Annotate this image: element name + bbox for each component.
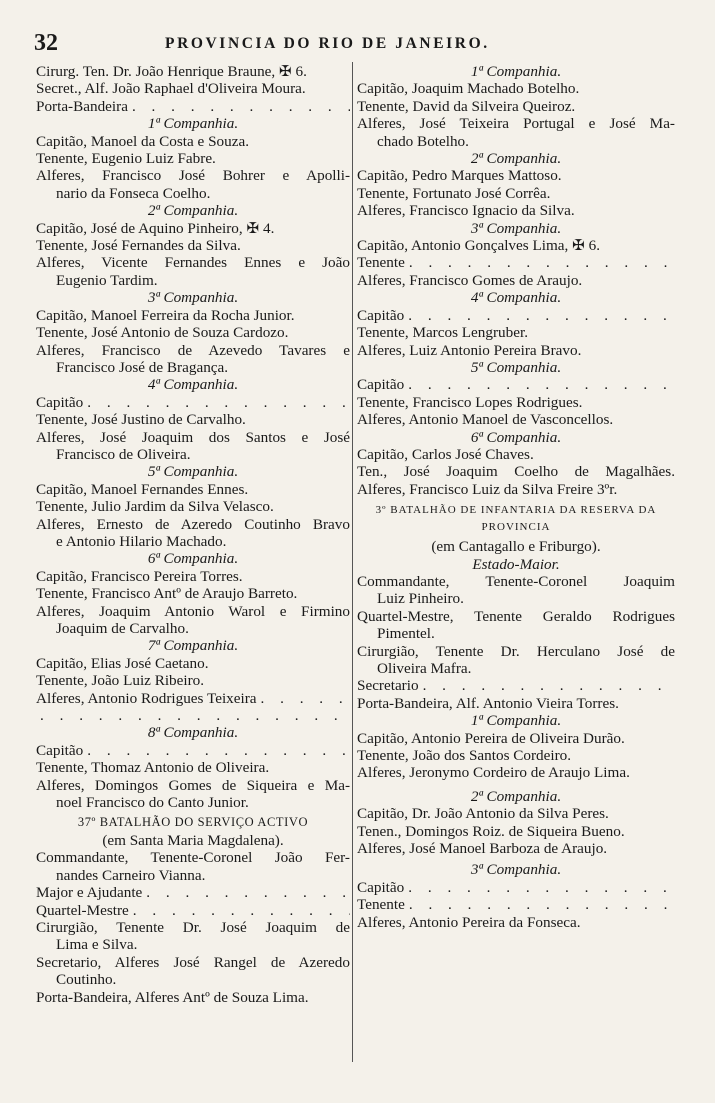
section-heading: 3ª Companhia. xyxy=(470,219,562,237)
entry-line-vacant xyxy=(357,677,675,694)
entry-line: Commandante, Tenente-Coronel João Fer- xyxy=(36,849,350,867)
entry-line: Commandante, Tenente-Coronel Joaquim xyxy=(357,572,675,590)
entry-label: Capitão xyxy=(36,741,84,759)
dot-leader xyxy=(128,98,350,115)
entry-line: e Antonio Hilario Machado. xyxy=(56,532,227,550)
entry-line: Capitão, Manoel Fernandes Ennes. xyxy=(36,480,249,498)
entry-line: Alferes, José Teixeira Portugal e José Ma- xyxy=(357,115,675,133)
entry-label: Major e Ajudante xyxy=(36,884,143,902)
battalion-place: (em Santa Maria Magdalena). xyxy=(102,831,284,849)
section-heading: 1ª Companhia. xyxy=(470,712,562,730)
entry-line: Capitão, Manoel Ferreira da Rocha Junior. xyxy=(36,306,295,324)
entry-line: Pimentel. xyxy=(377,625,435,643)
entry-label: Porta-Bandeira xyxy=(36,97,128,115)
battalion-heading-cont: PROVINCIA xyxy=(481,521,551,534)
entry-line: Alferes, Antonio Manoel de Vasconcellos. xyxy=(357,411,614,429)
entry-line-vacant xyxy=(36,690,350,707)
dot-leader xyxy=(405,254,675,271)
section-heading: 4ª Companhia. xyxy=(470,289,562,307)
entry-line: Tenente, Eugenio Luiz Fabre. xyxy=(36,150,216,168)
entry-line: Eugenio Tardim. xyxy=(56,271,158,289)
entry-line: Porta-Bandeira, Alferes Antº de Souza Lima. xyxy=(36,988,309,1006)
entry-line: Tenente, Julio Jardim da Silva Velasco. xyxy=(36,498,274,516)
entry-label: Tenente xyxy=(357,896,405,914)
entry-line: Capitão, Francisco Pereira Torres. xyxy=(36,567,243,585)
entry-line: Ten., José Joaquim Coelho de Magalhães. xyxy=(357,463,675,481)
entry-line: Tenen., Domingos Roiz. de Siqueira Bueno. xyxy=(357,822,625,840)
entry-line-vacant xyxy=(36,902,350,919)
entry-line: Tenente, José Justino de Carvalho. xyxy=(36,411,246,429)
entry-line: Tenente, Francisco Lopes Rodrigues. xyxy=(357,393,583,411)
entry-line: Capitão, Manoel da Costa e Souza. xyxy=(36,132,249,150)
entry-line-vacant xyxy=(36,742,350,759)
dot-leader xyxy=(419,677,675,694)
entry-line: Secret., Alf. João Raphael d'Oliveira Moura. xyxy=(36,80,306,98)
dot-leader xyxy=(404,307,675,324)
entry-line: Tenente, José Antonio de Souza Cardozo. xyxy=(36,324,289,342)
entry-line: Porta-Bandeira, Alf. Antonio Vieira Torres. xyxy=(357,694,619,712)
section-heading: 6ª Companhia. xyxy=(147,550,239,568)
entry-line: Coutinho. xyxy=(56,971,117,989)
dot-leader xyxy=(129,902,350,919)
entry-line: Capitão, Antonio Pereira de Oliveira Durão. xyxy=(357,729,625,747)
entry-line: Alferes, Francisco de Azevedo Tavares e xyxy=(36,341,350,359)
entry-line: Capitão, José de Aquino Pinheiro, ✠ 4. xyxy=(36,219,275,237)
entry-label: Capitão xyxy=(357,306,405,324)
entry-line: Alferes, Vicente Fernandes Ennes e João xyxy=(36,254,350,272)
entry-line: Tenente, Francisco Antº de Araujo Barreto. xyxy=(36,585,298,603)
entry-line: Capitão, Carlos José Chaves. xyxy=(357,445,534,463)
section-heading: 2ª Companhia. xyxy=(147,202,239,220)
dot-leader xyxy=(404,879,675,896)
dot-leader xyxy=(404,376,675,393)
entry-line: Francisco José de Bragança. xyxy=(56,358,229,376)
entry-line: Tenente, João dos Santos Cordeiro. xyxy=(357,747,572,765)
entry-line: Tenente, José Fernandes da Silva. xyxy=(36,237,241,255)
entry-line-vacant xyxy=(357,307,675,324)
section-heading: Estado-Maior. xyxy=(472,555,560,573)
dot-leader xyxy=(83,742,350,759)
page-header xyxy=(0,30,715,60)
entry-line: Lima e Silva. xyxy=(56,936,138,954)
entry-line-vacant xyxy=(36,394,350,411)
section-heading: 4ª Companhia. xyxy=(147,376,239,394)
entry-line: Alferes, Francisco Gomes de Araujo. xyxy=(357,271,583,289)
entry-line: Alferes, Domingos Gomes de Siqueira e Ma- xyxy=(36,776,350,794)
entry-line: Joaquim de Carvalho. xyxy=(56,620,189,637)
dot-leader xyxy=(83,394,350,411)
entry-line: Tenente, João Luiz Ribeiro. xyxy=(36,672,205,690)
dot-leader-line xyxy=(36,707,350,724)
section-heading: 6ª Companhia. xyxy=(470,428,562,446)
entry-label: Secretario xyxy=(357,677,419,695)
section-heading: 7ª Companhia. xyxy=(147,637,239,655)
entry-line: nario da Fonseca Coelho. xyxy=(56,184,211,202)
page-number: 32 xyxy=(34,30,58,56)
entry-line: chado Botelho. xyxy=(377,132,469,150)
entry-line: Capitão, Antonio Gonçalves Lima, ✠ 6. xyxy=(357,237,601,255)
section-heading: 1ª Companhia. xyxy=(470,63,562,80)
dot-leader xyxy=(142,884,350,901)
entry-line: Capitão, Dr. João Antonio da Silva Peres. xyxy=(357,805,609,823)
entry-line: Tenente, Thomaz Antonio de Oliveira. xyxy=(36,759,270,777)
entry-line: Cirurgião, Tenente Dr. Herculano José de xyxy=(357,642,675,660)
entry-label: Capitão xyxy=(36,393,84,411)
entry-label: Capitão xyxy=(357,376,405,394)
entry-line: Francisco de Oliveira. xyxy=(56,445,191,463)
entry-line: Tenente, Fortunato José Corrêa. xyxy=(357,184,551,202)
dot-leader xyxy=(36,707,350,724)
section-heading: 3ª Companhia. xyxy=(147,289,239,307)
entry-line: Capitão, Pedro Marques Mattoso. xyxy=(357,167,562,185)
entry-label: Tenente xyxy=(357,254,405,272)
entry-label: Capitão xyxy=(357,878,405,896)
entry-line-vacant xyxy=(357,896,675,913)
entry-line: Secretario, Alferes José Rangel de Azeredo xyxy=(36,953,350,971)
section-heading: 5ª Companhia. xyxy=(147,463,239,481)
battalion-heading: 37º BATALHÃO DO SERVIÇO ACTIVO xyxy=(77,815,309,830)
entry-line: Oliveira Mafra. xyxy=(377,660,472,677)
section-heading: 3ª Companhia. xyxy=(470,861,562,879)
section-heading: 2ª Companhia. xyxy=(470,150,562,168)
entry-line: Cirurg. Ten. Dr. João Henrique Braune, ✠ 6. xyxy=(36,63,307,80)
entry-line: Alferes, Luiz Antonio Pereira Bravo. xyxy=(357,341,582,359)
entry-line: noel Francisco do Canto Junior. xyxy=(56,794,249,812)
entry-line: Alferes, Jeronymo Cordeiro de Araujo Lima. xyxy=(357,764,630,782)
section-heading: 1ª Companhia. xyxy=(147,115,239,133)
dot-leader xyxy=(405,896,675,913)
entry-label: Quartel-Mestre xyxy=(36,901,129,919)
entry-line: Alferes, Francisco José Bohrer e Apolli- xyxy=(36,167,350,185)
running-title: PROVINCIA DO RIO DE JANEIRO. xyxy=(165,35,490,52)
dot-leader xyxy=(257,690,350,707)
entry-line: Alferes, Antonio Pereira da Fonseca. xyxy=(357,913,581,931)
battalion-place: (em Cantagallo e Friburgo). xyxy=(431,538,601,556)
entry-line: Alferes, Ernesto de Azeredo Coutinho Bravo xyxy=(36,515,350,533)
entry-line: Tenente, Marcos Lengruber. xyxy=(357,324,528,342)
entry-label: Alferes, Antonio Rodrigues Teixeira xyxy=(36,689,257,707)
entry-line: Capitão, Elias José Caetano. xyxy=(36,654,209,672)
entry-line: Alferes, Joaquim Antonio Warol e Firmino xyxy=(36,602,350,620)
entry-line: Alferes, Francisco Ignacio da Silva. xyxy=(357,202,575,220)
entry-line-vacant xyxy=(357,879,675,896)
entry-line-vacant xyxy=(357,376,675,393)
entry-line: Tenente, David da Silveira Queiroz. xyxy=(357,97,576,115)
right-column xyxy=(357,63,675,931)
section-heading: 2ª Companhia. xyxy=(470,787,562,805)
section-heading: 8ª Companhia. xyxy=(147,724,239,742)
entry-line: Alferes, José Manoel Barboza de Araujo. xyxy=(357,840,608,858)
entry-line: Alferes, José Joaquim dos Santos e José xyxy=(36,428,350,446)
entry-line: Cirurgião, Tenente Dr. José Joaquim de xyxy=(36,918,350,936)
entry-line-vacant xyxy=(36,884,350,901)
left-column xyxy=(36,63,350,1006)
section-heading: 5ª Companhia. xyxy=(470,358,562,376)
entry-line: Quartel-Mestre, Tenente Geraldo Rodrigues xyxy=(357,607,675,625)
entry-line-vacant xyxy=(357,254,675,271)
entry-line-vacant xyxy=(36,98,350,115)
entry-line: nandes Carneiro Vianna. xyxy=(56,866,206,884)
battalion-heading: 3º BATALHÃO DE INFANTARIA DA RESERVA DA xyxy=(375,504,657,517)
entry-line: Alferes, Francisco Luiz da Silva Freire 3ºr. xyxy=(357,480,618,498)
entry-line: Capitão, Joaquim Machado Botelho. xyxy=(357,80,580,98)
column-divider xyxy=(352,62,353,1062)
entry-line: Luiz Pinheiro. xyxy=(377,590,464,608)
